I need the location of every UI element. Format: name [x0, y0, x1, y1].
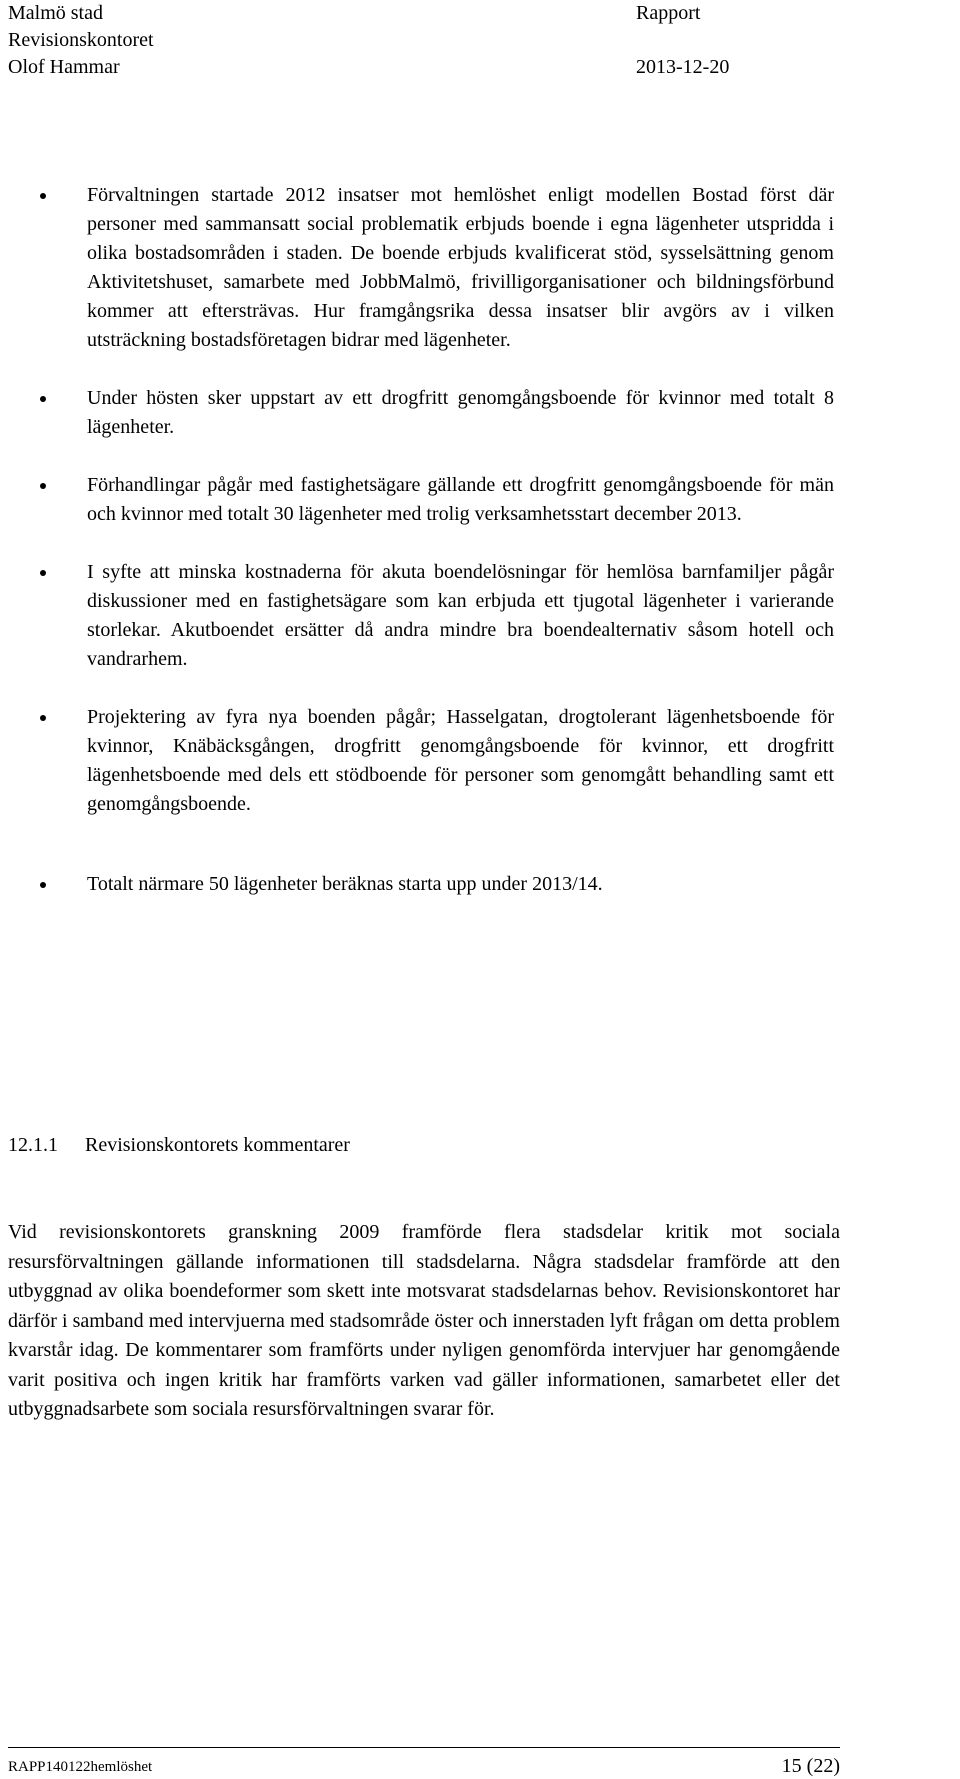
bullet-item — [38, 870, 834, 899]
body-paragraph: Vid revisionskontorets granskning 2009 framförde flera stadsdelar kritik mot sociala resursförvaltningen gällande informationen till stadsdelarna. Några stadsdelar framförde att den utbyggnad av olika boendeformer som skett inte motsvarat stadsdelarnas behov. Revisionskontoret har därför i samband med intervjuerna med stadsområde öster och innerstaden lyft frågan om detta problem kvarstår idag. De kommentarer som framförts under nyligen genomförda intervjuer har genomgående varit positiva och ingen kritik har framförts varken vad gäller informationen, samarbetet eller det utbyggnadsarbete som sociala resursförvaltningen svarar för. — [8, 1221, 840, 1420]
bullet-text: Under hösten sker uppstart av ett drogfritt genomgångsboende för kvinnor med totalt 8 lägenheter. — [87, 387, 834, 438]
header-department: Revisionskontoret — [8, 29, 154, 51]
section-title: Revisionskontorets kommentarer — [85, 1134, 350, 1156]
bullet-dot-icon — [40, 715, 46, 721]
footer-divider — [8, 1747, 840, 1748]
page-header — [8, 0, 760, 81]
section-heading — [8, 1131, 350, 1160]
bullet-item — [38, 471, 834, 529]
header-date: 2013-12-20 — [636, 56, 730, 78]
bullet-text: Totalt närmare 50 lägenheter beräknas starta upp under 2013/14. — [87, 873, 603, 895]
bullet-dot-icon — [40, 483, 46, 489]
header-organization: Malmö stad — [8, 2, 103, 24]
bullet-item — [38, 181, 834, 355]
header-doc-type: Rapport — [636, 2, 701, 24]
footer-doc-id: RAPP140122hemlöshet — [8, 1759, 153, 1775]
bullet-text: Förhandlingar pågår med fastighetsägare gällande ett drogfritt genomgångsboende för män och kvinnor med totalt 30 lägenheter med trolig verksamhetsstart december 2013. — [87, 474, 834, 525]
header-blank — [636, 27, 760, 54]
page-footer — [8, 1752, 840, 1779]
section-number: 12.1.1 — [8, 1134, 58, 1156]
bullet-text: I syfte att minska kostnaderna för akuta boendelösningar för hemlösa barnfamiljer pågår diskussioner med en fastighetsägare som kan erbjuda ett tjugotal lägenheter i varierande storlekar. Akutboendet ersätter då andra mindre bra boendealternativ såsom hotell och vandrarhem. — [87, 561, 834, 670]
bullet-text: Förvaltningen startade 2012 insatser mot hemlöshet enligt modellen Bostad först där personer med sammansatt social problematik erbjuds boende i egna lägenheter utspridda i olika bostadsområden i staden. De boende erbjuds kvalificerat stöd, sysselsättning genom Aktivitetshuset, samarbete med JobbMalmö, frivilligorganisationer och bildningsförbund kommer att eftersträvas. Hur framgångsrika dessa insatser blir avgörs av i vilken utsträckning bostadsföretagen bidrar med lägenheter. — [87, 184, 834, 351]
bullet-text: Projektering av fyra nya boenden pågår; Hasselgatan, drogtolerant lägenhetsboende för kvinnor, Knäbäcksgången, drogfritt genomgångsboende för kvinnor, ett drogfritt lägenhetsboende med dels ett stödboende för personer som genomgått behandling samt ett genomgångsboende. — [87, 706, 834, 815]
bullet-dot-icon — [40, 570, 46, 576]
bullet-list — [38, 181, 834, 899]
header-author: Olof Hammar — [8, 56, 120, 78]
bullet-dot-icon — [40, 396, 46, 402]
bullet-item — [38, 703, 834, 819]
bullet-item — [38, 558, 834, 674]
page-number: 15 (22) — [781, 1755, 840, 1777]
bullet-item — [38, 384, 834, 442]
bullet-dot-icon — [40, 882, 46, 888]
bullet-dot-icon — [40, 193, 46, 199]
